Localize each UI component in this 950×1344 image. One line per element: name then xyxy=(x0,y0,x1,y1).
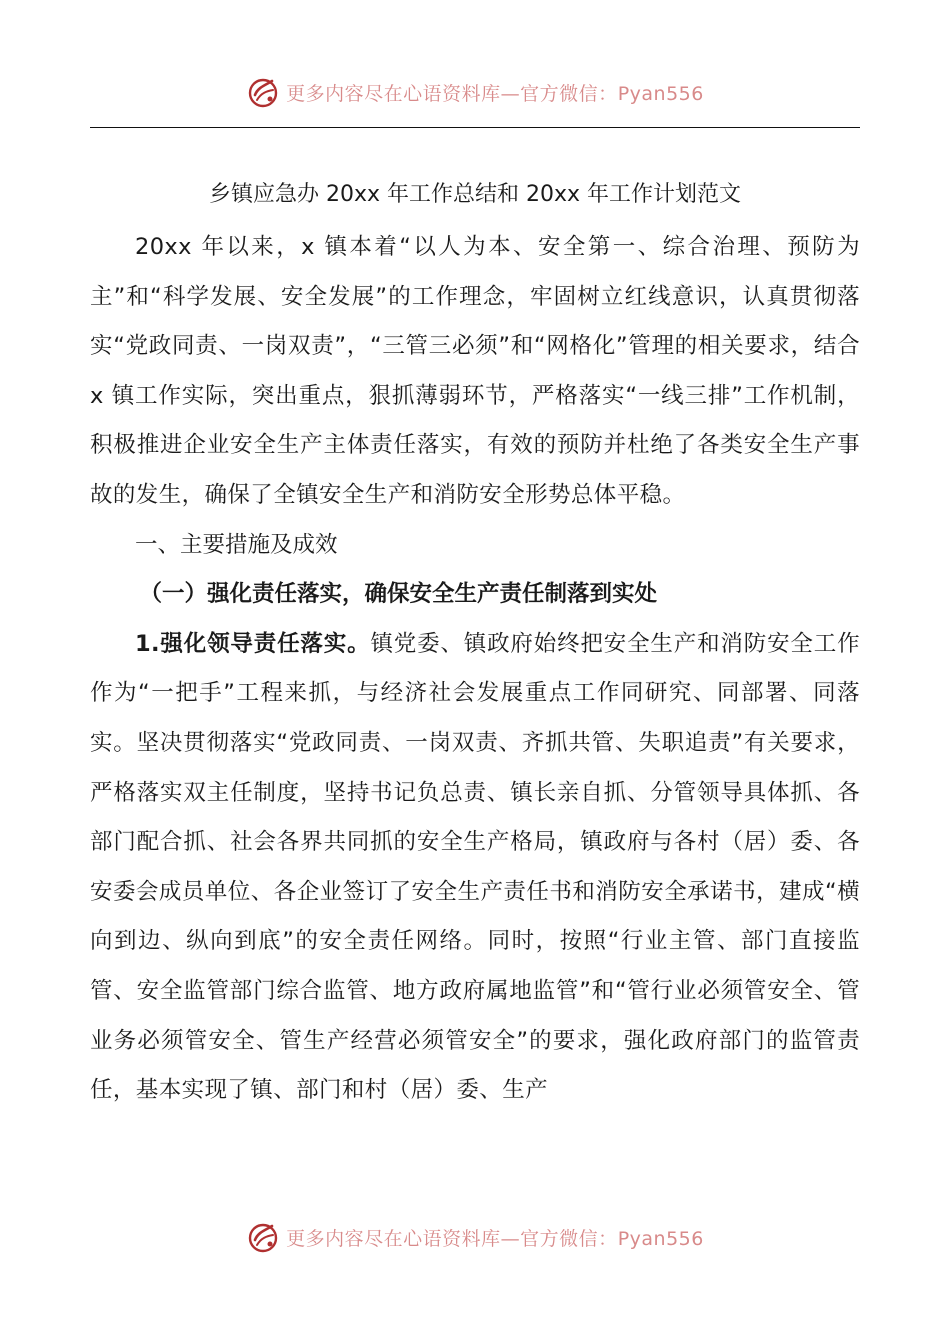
section-heading: 一、主要措施及成效 xyxy=(135,531,338,558)
subsection-heading: （一）强化责任落实，确保安全生产责任制落到实处 xyxy=(139,581,658,608)
document-title: 乡镇应急办 20xx 年工作总结和 20xx 年工作计划范文 xyxy=(208,182,742,207)
document-body xyxy=(90,173,860,1116)
item-body: 镇党委、镇政府始终把安全生产和消防安全工作作为“一把手”工程来抓，与经济社会发展重点工作同研究、同部署、同落实。坚决贯彻落实“党政同责、一岗双责、齐抓共管、失职追责”有关要求，严格落实双主任制度，坚持书记负总责、镇长亲自抓、分管领导具体抓、各部门配合抓、社会各界共同抓的安全生产格局，镇政府与各村（居）委、各安委会成员单位、各企业签订了安全生产责任书和消防安全承诺书，建成“横向到边、纵向到底”的安全责任网络。同时，按照“行业主管、部门直接监管、安全监管部门综合监管、地方政府属地监管”和“管行业必须管安全、管业务必须管安全、管生产经营必须管安全”的要求，强化政府部门的监管责任，基本实现了镇、部门和村（居）委、生产 xyxy=(90,630,860,1104)
brand-logo-icon xyxy=(246,75,280,109)
header-rule xyxy=(90,127,860,128)
watermark-banner-bottom xyxy=(0,1217,950,1257)
item-paragraph xyxy=(90,620,860,1116)
watermark-text: 更多内容尽在心语资料库—官方微信：Pyan556 xyxy=(286,1227,704,1250)
intro-paragraph: 20xx 年以来，x 镇本着“以人为本、安全第一、综合治理、预防为主”和“科学发展、安全发展”的工作理念，牢固树立红线意识，认真贯彻落实“党政同责、一岗双责”，“三管三必须”和“网格化”管理的相关要求，结合 x 镇工作实际，突出重点，狠抓薄弱环节，严格落实“一线三排”工作机制，积极推进企业安全生产主体责任落实，有效的预防并杜绝了各类安全生产事故的发生，确保了全镇安全生产和消防安全形势总体平稳。 xyxy=(90,234,860,508)
watermark-text: 更多内容尽在心语资料库—官方微信：Pyan556 xyxy=(286,82,704,105)
item-lead: 1.强化领导责任落实。 xyxy=(135,630,371,657)
watermark-banner-top xyxy=(0,72,950,112)
brand-logo-icon xyxy=(246,1220,280,1254)
